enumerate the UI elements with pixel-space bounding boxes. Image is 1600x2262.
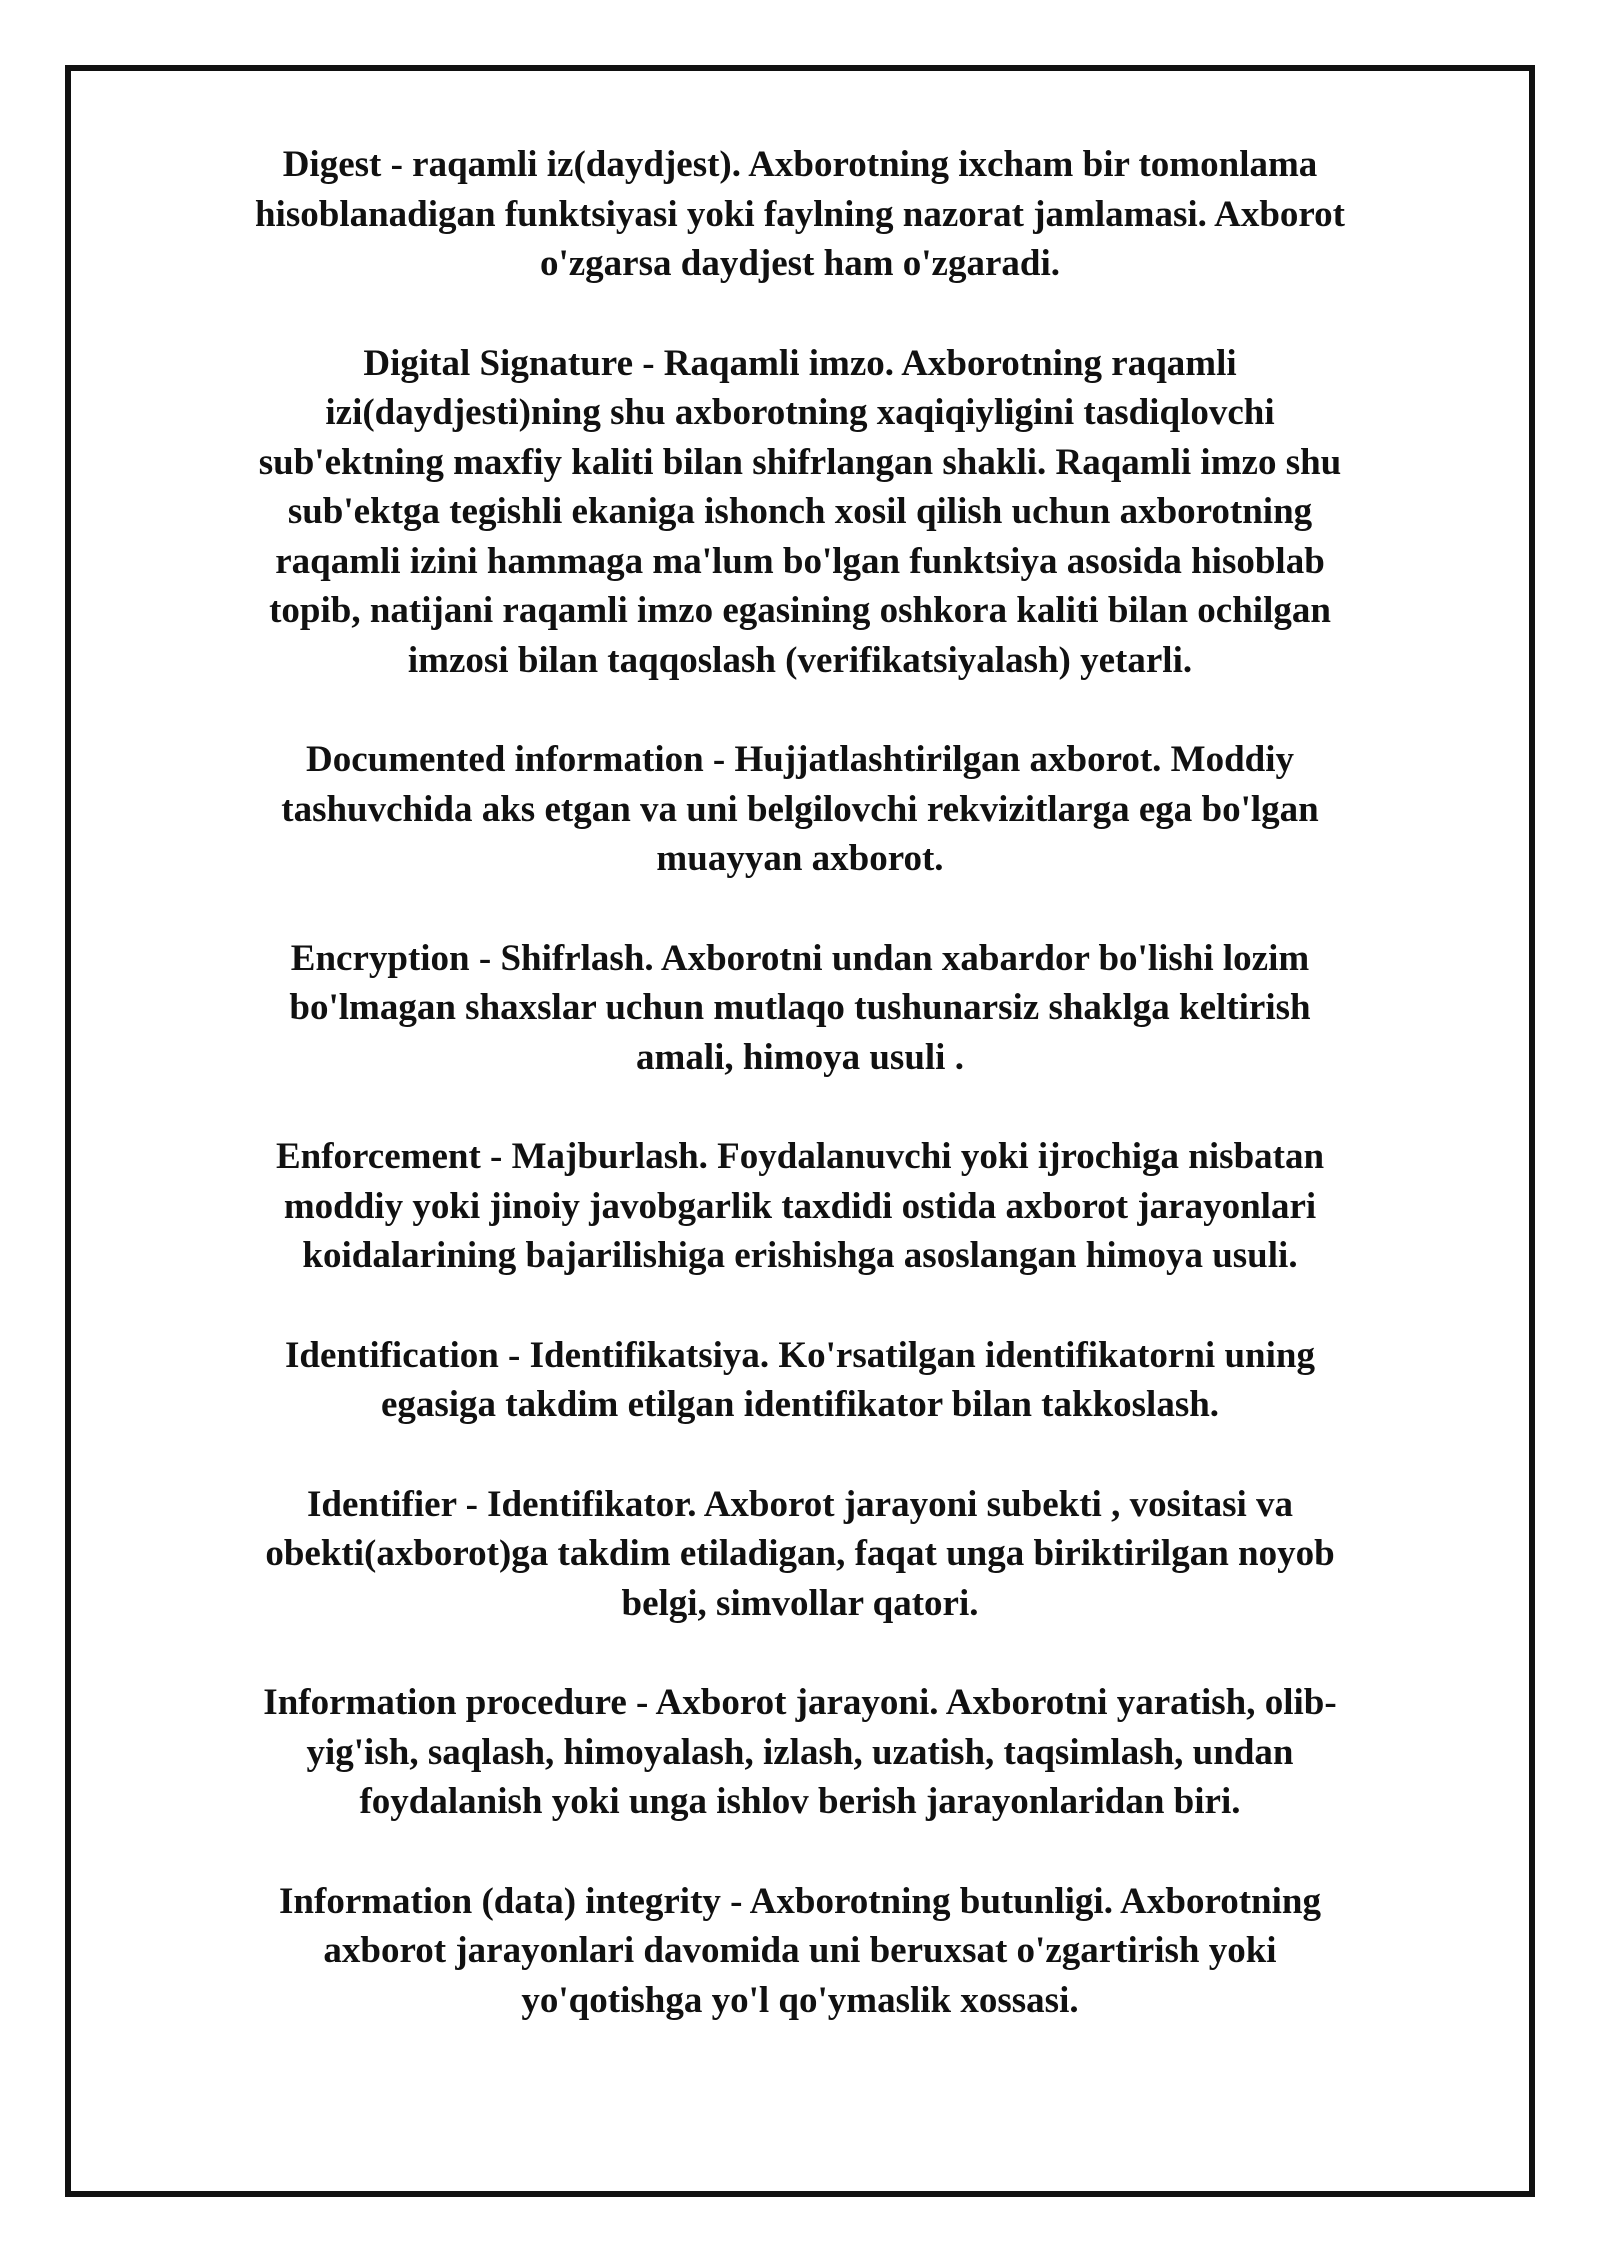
entry-line: Information procedure - Axborot jarayoni. Axborotni yaratish, olib- [263,1682,1337,1723]
entry-line: o'zgarsa daydjest ham o'zgaradi. [539,243,1061,284]
entry-line: sub'ektning maxfiy kaliti bilan shifrlangan shakli. Raqamli imzo shu [258,441,1342,483]
glossary-entry-digital-signature [115,339,1485,686]
entry-line: moddiy yoki jinoiy javobgarlik taxdidi ostida axborot jarayonlari [283,1185,1317,1227]
entry-line: Identifier - Identifikator. Axborot jarayoni subekti , vositasi va [306,1483,1294,1525]
entry-line: belgi, simvollar qatori. [621,1582,979,1624]
entry-line: raqamli izini hammaga ma'lum bo'lgan funktsiya asosida hisoblab [275,540,1325,582]
entry-line: Documented information - Hujjatlashtirilgan axborot. Moddiy [305,739,1295,780]
glossary-entry-information-procedure [115,1678,1485,1827]
entry-line: obekti(axborot)ga takdim etiladigan, faqat unga biriktirilgan noyob [265,1533,1335,1574]
entry-line: Identification - Identifikatsiya. Ko'rsatilgan identifikatorni uning [285,1334,1315,1376]
glossary-entry-documented-information [115,735,1485,884]
entry-line: amali, himoya usuli . [636,1036,964,1078]
entry-line: yo'qotishga yo'l qo'ymaslik xossasi. [521,1979,1079,2021]
entry-line: topib, natijani raqamli imzo egasining oshkora kaliti bilan ochilgan [269,590,1331,631]
entry-line: muayyan axborot. [656,838,944,879]
entry-line: Digital Signature - Raqamli imzo. Axborotning raqamli [363,342,1237,384]
glossary-entry-enforcement [115,1132,1485,1281]
entry-line: Information (data) integrity - Axborotning butunligi. Axborotning [279,1880,1321,1922]
glossary-entry-identifier [115,1480,1485,1629]
entry-line: imzosi bilan taqqoslash (verifikatsiyalash) yetarli. [407,639,1193,681]
glossary-content [115,140,1485,2025]
glossary-entry-encryption [115,934,1485,1083]
entry-line: koidalarining bajarilishiga erishishga asoslangan himoya usuli. [302,1235,1298,1276]
entry-line: bo'lmagan shaxslar uchun mutlaqo tushunarsiz shaklga keltirish [289,987,1311,1028]
entry-line: foydalanish yoki unga ishlov berish jarayonlaridan biri. [359,1781,1241,1822]
entry-line: yig'ish, saqlash, himoyalash, izlash, uzatish, taqsimlash, undan [306,1731,1294,1773]
entry-line: sub'ektga tegishli ekaniga ishonch xosil qilish uchun axborotning [287,491,1313,532]
entry-line: Enforcement - Majburlash. Foydalanuvchi yoki ijrochiga nisbatan [275,1136,1325,1177]
glossary-entry-identification [115,1331,1485,1430]
entry-line: hisoblanadigan funktsiyasi yoki faylning nazorat jamlamasi. Axborot [254,193,1345,235]
entry-line: axborot jarayonlari davomida uni beruxsat o'zgartirish yoki [323,1930,1277,1971]
glossary-entry-information-integrity [115,1877,1485,2026]
entry-line: Digest - raqamli iz(daydjest). Axborotning ixcham bir tomonlama [282,144,1318,185]
entry-line: Encryption - Shifrlash. Axborotni undan xabardor bo'lishi lozim [290,937,1310,979]
entry-line: tashuvchida aks etgan va uni belgilovchi rekvizitlarga ega bo'lgan [281,788,1319,830]
entry-line: izi(daydjesti)ning shu axborotning xaqiqiyligini tasdiqlovchi [325,392,1275,433]
glossary-entry-digest [115,140,1485,289]
entry-line: egasiga takdim etilgan identifikator bilan takkoslash. [380,1384,1220,1425]
